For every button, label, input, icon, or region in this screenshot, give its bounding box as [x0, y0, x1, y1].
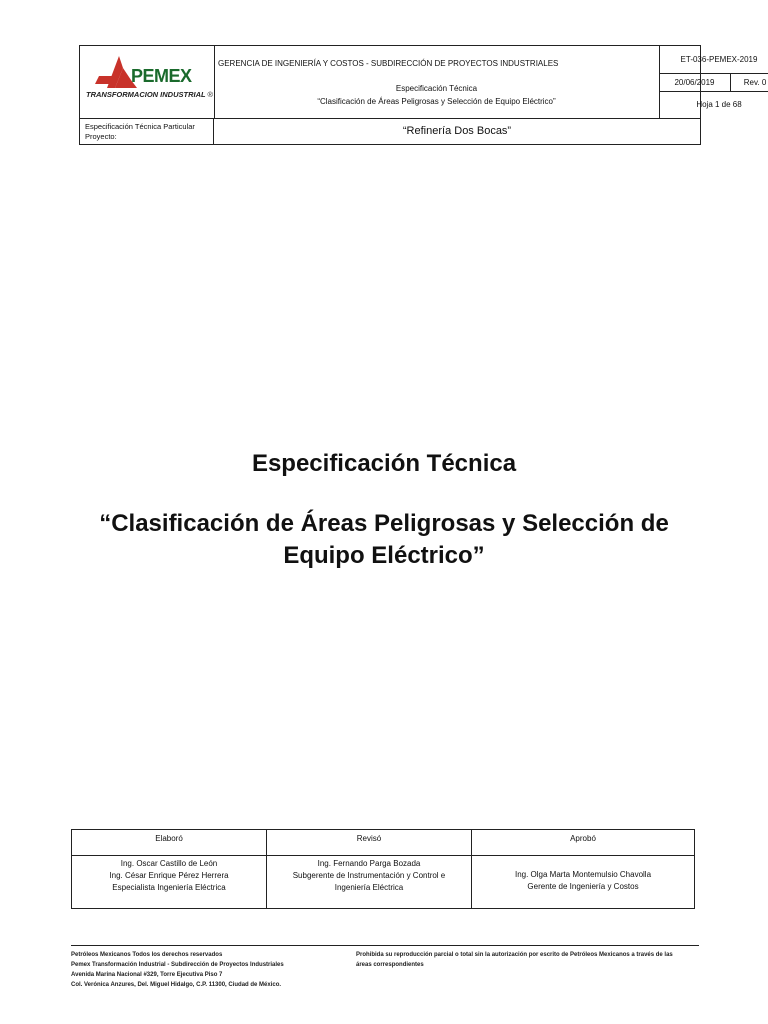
signature-table [71, 829, 695, 909]
department-name: GERENCIA DE INGENIERÍA Y COSTOS - SUBDIRECCIÓN DE PROYECTOS INDUSTRIALES [218, 59, 559, 68]
signature-body-row [72, 855, 694, 908]
pemex-logo [83, 52, 214, 112]
footer-copyright-notice: Prohibida su reproducción parcial o total sin la autorización por escrito de Petróleos Mexicanos a través de las áreas correspondientes [356, 952, 673, 968]
document-header [79, 45, 767, 145]
logo-cell [80, 46, 215, 118]
signature-header-row [72, 830, 694, 856]
logo-wordmark: PEMEX [131, 66, 192, 86]
document-code: ET-036-PEMEX-2019 [659, 46, 768, 74]
aprobo-cell: Ing. Olga Marta Montemulsio Chavolla Gerente de Ingeniería y Costos [514, 870, 652, 891]
page-number: Hoja 1 de 68 [696, 100, 742, 109]
header-elaboro: Elaboró [72, 830, 267, 855]
document-revision: Rev. 0 [731, 74, 768, 92]
header-reviso: Revisó [267, 830, 472, 855]
logo-subtitle: TRANSFORMACION INDUSTRIAL ® [86, 90, 214, 99]
main-subtitle: “Clasificación de Áreas Peligrosas y Selección de Equipo Eléctrico” [99, 510, 669, 569]
project-label: Especificación Técnica Particular Proyecto: [80, 119, 214, 145]
header-aprobo: Aprobó [570, 834, 596, 843]
document-type: Especificación Técnica [395, 84, 478, 93]
reviso-cell: Ing. Fernando Parga Bozada Subgerente de Instrumentación y Control e Ingeniería Eléctrica [267, 855, 472, 908]
project-row [80, 118, 700, 145]
footer-divider [71, 945, 699, 946]
elaboro-cell: Ing. Oscar Castillo de León Ing. César Enrique Pérez Herrera Especialista Ingeniería Eléctrica [72, 855, 267, 908]
header-title-cell [214, 46, 660, 118]
main-title: Especificación Técnica [251, 450, 517, 477]
header-meta-cell [659, 46, 768, 118]
document-date: 20/06/2019 [659, 74, 731, 92]
document-title-small: “Clasificación de Áreas Peligrosas y Selección de Equipo Eléctrico” [317, 97, 556, 106]
project-name: “Refinería Dos Bocas” [402, 125, 512, 137]
footer-address: Petróleos Mexicanos Todos los derechos reservados Pemex Transformación Industrial - Subdirección de Proyectos Industriales Avenida Marina Nacional #329, Torre Ejecutiva Piso 7 Col. Verónica Anzures, Del. Miguel Hidalgo, C.P. 11300, Ciudad de México. [71, 952, 284, 988]
